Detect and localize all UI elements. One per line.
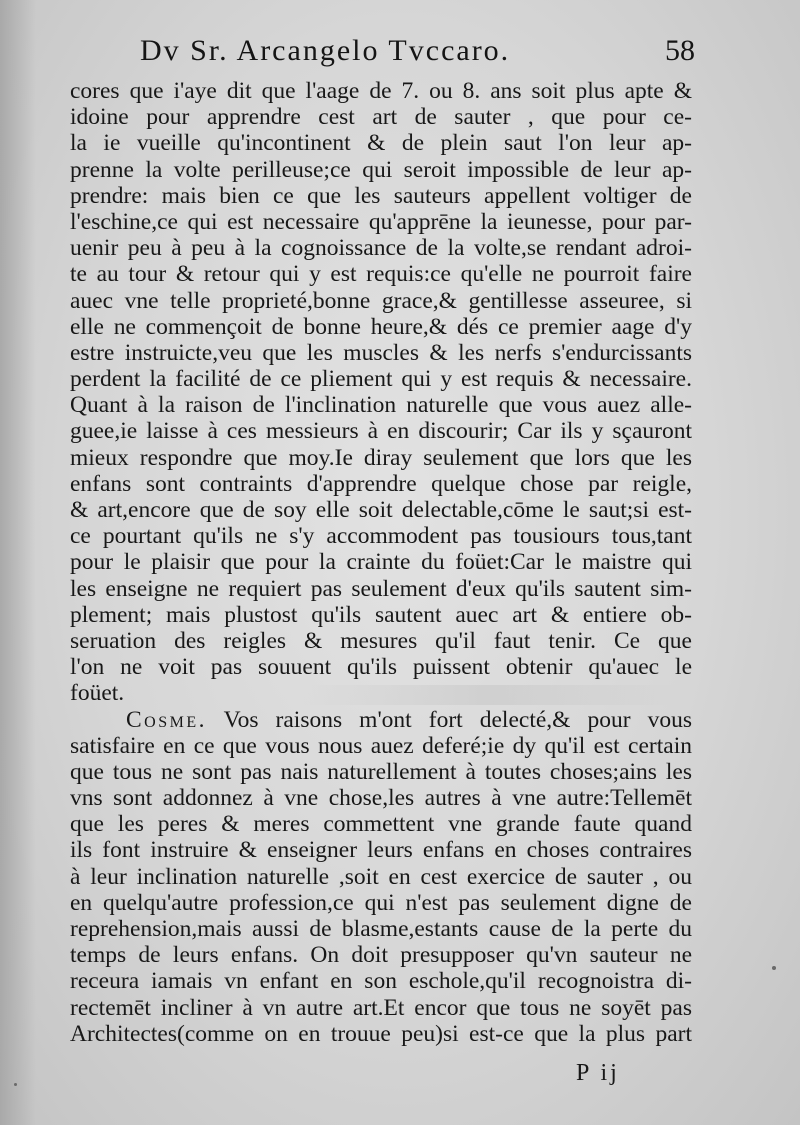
text-line: ce pourtant qu'ils ne s'y accommodent pas tousiours tous,tant: [70, 523, 692, 550]
text-line: que les peres & meres commettent vne grande faute quand: [70, 811, 692, 838]
text-line: à leur inclination naturelle ,soit en cest exercice de sauter , ou: [70, 863, 692, 890]
text-line: & art,encore que de soy elle soit delectable,cōme le saut;si est-: [70, 497, 692, 523]
signature-mark: P ij: [576, 1060, 620, 1086]
text-line: receura iamais vn enfant en son eschole,qu'il recognoistra di-: [70, 968, 692, 995]
page-number: 58: [665, 34, 695, 67]
text-line: ils font instruire & enseigner leurs enfans en choses contraires: [70, 837, 692, 864]
text-line: vns sont addonnez à vne chose,les autres à vne autre:Tellemēt: [70, 785, 692, 812]
speaker-line: [70, 707, 692, 733]
text-line: auec vne telle proprieté,bonne grace,& gentillesse asseuree, si: [70, 287, 692, 314]
text-line: reprehension,mais aussi de blasme,estants cause de la perte du: [70, 916, 692, 942]
text-line: rectemēt incliner à vn autre art.Et encor que tous ne soyēt pas: [70, 994, 692, 1021]
text-line: satisfaire en ce que vous nous auez deferé;ie dy qu'il est certain: [70, 732, 692, 759]
gutter-shadow: [0, 0, 36, 1125]
ink-speck: [772, 966, 776, 970]
text-line: prenne la volte perilleuse;ce qui seroit impossible de leur ap-: [70, 156, 692, 183]
text-line: estre instruicte,veu que les muscles & les nerfs s'endurcissants: [70, 339, 692, 366]
text-line: plement; mais plustost qu'ils sautent auec art & entiere ob-: [70, 601, 692, 628]
text-line: cores que i'aye dit que l'aage de 7. ou 8. ans soit plus apte &: [70, 78, 692, 104]
text-line: la ie vueille qu'incontinent & de plein saut l'on leur ap-: [70, 130, 692, 157]
text-line: pour le plaisir que pour la crainte du foüet:Car le maistre qui: [70, 549, 692, 576]
ink-speck: [14, 1083, 17, 1086]
text-line: mieux respondre que moy.Ie diray seulement que lors que les: [70, 444, 692, 471]
text-line: elle ne commençoit de bonne heure,& dés ce premier aage d'y: [70, 313, 692, 340]
text-line: enfans sont contraints d'apprendre quelque chose par reigle,: [70, 470, 692, 497]
paragraph-cosme: [70, 733, 692, 1047]
text-line: les enseigne ne requiert pas seulement d'eux qu'ils sautent sim-: [70, 575, 692, 602]
running-title: Dv Sr. Arcangelo Tvccaro.: [140, 34, 511, 67]
text-line: perdent la facilité de ce pliement qui y est requis & necessaire.: [70, 366, 692, 393]
text-line: seruation des reigles & mesures qu'il faut tenir. Ce que: [70, 627, 692, 654]
text-line: idoine pour apprendre cest art de sauter , que pour ce-: [70, 104, 692, 131]
speaker-name: Cosme.: [126, 706, 208, 733]
text-line: l'on ne voit pas souuent qu'ils puissent obtenir qu'auec le: [70, 654, 692, 681]
text-line: que tous ne sont pas nais naturellement à toutes choses;ains les: [70, 758, 692, 785]
text-line: l'eschine,ce qui est necessaire qu'apprēne la ieunesse, pour par-: [70, 208, 692, 235]
page-header: [140, 34, 695, 76]
text-line: Quant à la raison de l'inclination naturelle que vous auez alle-: [70, 392, 692, 419]
text-line: temps de leurs enfans. On doit presupposer qu'vn sauteur ne: [70, 942, 692, 969]
body-text: [70, 78, 692, 1047]
text-line: guee,ie laisse à ces messieurs à en discourir; Car ils y sçauront: [70, 418, 692, 445]
text-line: te au tour & retour qui y est requis:ce qu'elle ne pourroit faire: [70, 261, 692, 288]
paragraph-continuation: [70, 78, 692, 707]
text-line: Architectes(comme on en trouue peu)si est-ce que la plus part: [70, 1020, 692, 1047]
text-line: foüet.: [70, 680, 125, 707]
text-line: en quelqu'autre profession,ce qui n'est pas seulement digne de: [70, 889, 692, 916]
text-line: uenir peu à peu à la cognoissance de la volte,se rendant adroi-: [70, 235, 692, 262]
speaker-line-text: Vos raisons m'ont fort delecté,& pour vous: [223, 706, 692, 733]
text-line: prendre: mais bien ce que les sauteurs appellent voltiger de: [70, 182, 692, 209]
